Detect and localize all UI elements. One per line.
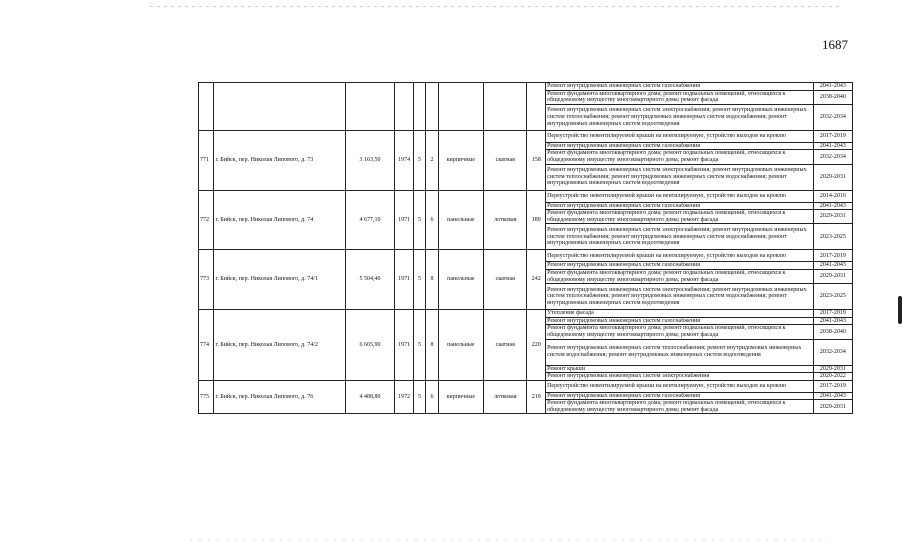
house-count: 242 — [527, 250, 546, 310]
house-roof-type: скатная — [484, 130, 527, 190]
house-floors-max: 6 — [426, 190, 438, 250]
house-roof-type: лотковая — [484, 190, 527, 250]
house-count: 189 — [527, 190, 546, 250]
page-number: 1687 — [822, 37, 848, 52]
work-period: 2029-2031 — [813, 164, 852, 190]
house-count — [527, 83, 546, 131]
work-period: 2014-2016 — [813, 190, 852, 202]
work-description: Утепление фасада — [546, 310, 814, 318]
work-description: Ремонт внутридомовых инженерных систем газоснабжения — [546, 142, 814, 150]
house-area: 4 488,80 — [345, 380, 395, 414]
table-row — [199, 380, 853, 392]
table-row — [199, 130, 853, 142]
house-address: г. Бийск, пер. Николая Липового, д. 74/2 — [214, 310, 345, 381]
work-period: 2017-2019 — [813, 310, 852, 318]
house-floors-min: 5 — [413, 380, 425, 414]
house-address: г. Бийск, пер. Николая Липового, д. 74 — [214, 190, 345, 250]
house-floors-max: 6 — [426, 380, 438, 414]
house-area: 4 677,10 — [345, 190, 395, 250]
house-area: 3 163,50 — [345, 130, 395, 190]
house-year: 1971 — [395, 190, 414, 250]
work-description: Переустройство невентилируемой крыши на вентилируемую, устройство выходов на кровлю — [546, 190, 814, 202]
house-floors-min: 5 — [413, 190, 425, 250]
work-description: Ремонт крыши — [546, 365, 814, 373]
house-floors-max: 8 — [426, 310, 438, 381]
house-wall-material: кирпичные — [438, 380, 483, 414]
house-address — [214, 83, 345, 131]
work-period: 2023-2025 — [813, 284, 852, 310]
work-period: 2029-2031 — [813, 269, 852, 283]
house-floors-min: 5 — [413, 250, 425, 310]
house-floors-max — [426, 83, 438, 131]
work-period: 2041-2043 — [813, 262, 852, 270]
work-description: Переустройство невентилируемой крыши на вентилируемую, устройство выходов на кровлю — [546, 250, 814, 262]
house-count: 220 — [527, 310, 546, 381]
work-description: Ремонт фундамента многоквартирного дома; ремонт подвальных помещений, относящихся к общедомовому имуществу многоквартирного дома; ремонт фасада — [546, 400, 814, 414]
house-floors-min — [413, 83, 425, 131]
table-row — [199, 310, 853, 318]
work-period: 2032-2034 — [813, 104, 852, 130]
house-wall-material — [438, 83, 483, 131]
work-period: 2029-2031 — [813, 400, 852, 414]
house-count: 219 — [527, 380, 546, 414]
house-roof-type: скатная — [484, 250, 527, 310]
table-row — [199, 83, 853, 91]
work-description: Ремонт внутридомовых инженерных систем газоснабжения — [546, 392, 814, 400]
work-period: 2017-2019 — [813, 250, 852, 262]
table-row — [199, 190, 853, 202]
house-year: 1971 — [395, 310, 414, 381]
house-wall-material: панельные — [438, 310, 483, 381]
work-period: 2038-2040 — [813, 90, 852, 104]
work-description: Ремонт внутридомовых инженерных систем электроснабжения; ремонт внутридомовых инженерных систем теплоснабжения; ремонт внутридомовых инженерных систем водоснабжения; ремонт внутридомовых инженерных систем водоотведения — [546, 164, 814, 190]
house-floors-min: 5 — [413, 130, 425, 190]
work-period: 2020-2022 — [813, 373, 852, 381]
house-year: 1971 — [395, 250, 414, 310]
table-body — [199, 83, 853, 414]
house-number: 772 — [199, 190, 214, 250]
work-description: Ремонт внутридомовых инженерных систем газоснабжения — [546, 262, 814, 270]
work-description: Ремонт внутридомовых инженерных систем газоснабжения — [546, 83, 814, 91]
work-description: Ремонт внутридомовых инженерных систем электроснабжения — [546, 373, 814, 381]
house-area: 5 504,40 — [345, 250, 395, 310]
work-description: Ремонт внутридомовых инженерных систем газоснабжения — [546, 317, 814, 325]
house-address: г. Бийск, пер. Николая Липового, д. 74/1 — [214, 250, 345, 310]
work-description: Ремонт фундамента многоквартирного дома; ремонт подвальных помещений, относящихся к общедомовому имуществу многоквартирного дома; ремонт фасада — [546, 325, 814, 339]
house-wall-material: кирпичные — [438, 130, 483, 190]
work-period: 2032-2034 — [813, 339, 852, 365]
house-year: 1974 — [395, 130, 414, 190]
work-description: Переустройство невентилируемой крыши на вентилируемую, устройство выходов на кровлю — [546, 130, 814, 142]
work-description: Ремонт внутридомовых инженерных систем электроснабжения; ремонт внутридомовых инженерных систем теплоснабжения; ремонт внутридомовых инженерных систем водоснабжения; ремонт внутридомовых инженерных систем водоотведения — [546, 224, 814, 250]
house-roof-type: скатная — [484, 310, 527, 381]
work-period: 2023-2025 — [813, 224, 852, 250]
work-period: 2041-2043 — [813, 202, 852, 210]
work-period: 2032-2034 — [813, 150, 852, 164]
work-description: Ремонт внутридомовых инженерных систем электроснабжения; ремонт внутридомовых инженерных систем теплоснабжения; ремонт внутридомовых инженерных систем водоснабжения; ремонт внутридомовых инженерных систем водоотведения — [546, 284, 814, 310]
work-description: Ремонт фундамента многоквартирного дома; ремонт подвальных помещений, относящихся к общедомовому имуществу многоквартирного дома; ремонт фасада — [546, 90, 814, 104]
house-year — [395, 83, 414, 131]
binding-edge-mark — [898, 296, 902, 324]
work-period: 2038-2040 — [813, 325, 852, 339]
house-floors-max: 8 — [426, 250, 438, 310]
house-roof-type: лотковая — [484, 380, 527, 414]
capital-repair-table — [198, 82, 853, 414]
scan-artifact-bottom — [190, 540, 830, 541]
house-number: 773 — [199, 250, 214, 310]
work-period: 2041-2043 — [813, 142, 852, 150]
table-row — [199, 250, 853, 262]
house-address: г. Бийск, пер. Николая Липового, д. 73 — [214, 130, 345, 190]
house-address: г. Бийск, пер. Николая Липового, д. 76 — [214, 380, 345, 414]
work-description: Ремонт фундамента многоквартирного дома; ремонт подвальных помещений, относящихся к общедомовому имуществу многоквартирного дома; ремонт фасада — [546, 210, 814, 224]
work-description: Ремонт фундамента многоквартирного дома; ремонт подвальных помещений, относящихся к общедомовому имуществу многоквартирного дома; ремонт фасада — [546, 269, 814, 283]
house-floors-min: 5 — [413, 310, 425, 381]
house-roof-type — [484, 83, 527, 131]
work-description: Ремонт внутридомовых инженерных систем теплоснабжения; ремонт внутридомовых инженерных систем водоснабжения; ремонт внутридомовых инженерных систем водоотведения — [546, 339, 814, 365]
work-period: 2041-2043 — [813, 392, 852, 400]
house-area — [345, 83, 395, 131]
work-period: 2041-2043 — [813, 83, 852, 91]
house-wall-material: панельные — [438, 250, 483, 310]
house-count: 158 — [527, 130, 546, 190]
work-period: 2029-2031 — [813, 210, 852, 224]
house-number: 771 — [199, 130, 214, 190]
work-description: Ремонт внутридомовых инженерных систем газоснабжения — [546, 202, 814, 210]
work-period: 2017-2019 — [813, 130, 852, 142]
house-number: 775 — [199, 380, 214, 414]
work-description: Переустройство невентилируемой крыши на вентилируемую, устройство выходов на кровлю — [546, 380, 814, 392]
house-wall-material: панельные — [438, 190, 483, 250]
work-period: 2029-2031 — [813, 365, 852, 373]
work-description: Ремонт фундамента многоквартирного дома; ремонт подвальных помещений, относящихся к общедомовому имуществу многоквартирного дома; ремонт фасада — [546, 150, 814, 164]
work-description: Ремонт внутридомовых инженерных систем электроснабжения; ремонт внутридомовых инженерных систем теплоснабжения; ремонт внутридомовых инженерных систем водоснабжения; ремонт внутридомовых инженерных систем водоотведения — [546, 104, 814, 130]
house-area: 6 665,90 — [345, 310, 395, 381]
scan-artifact-top — [150, 6, 840, 7]
house-number — [199, 83, 214, 131]
house-year: 1972 — [395, 380, 414, 414]
house-floors-max: 2 — [426, 130, 438, 190]
house-number: 774 — [199, 310, 214, 381]
work-period: 2041-2043 — [813, 317, 852, 325]
work-period: 2017-2019 — [813, 380, 852, 392]
